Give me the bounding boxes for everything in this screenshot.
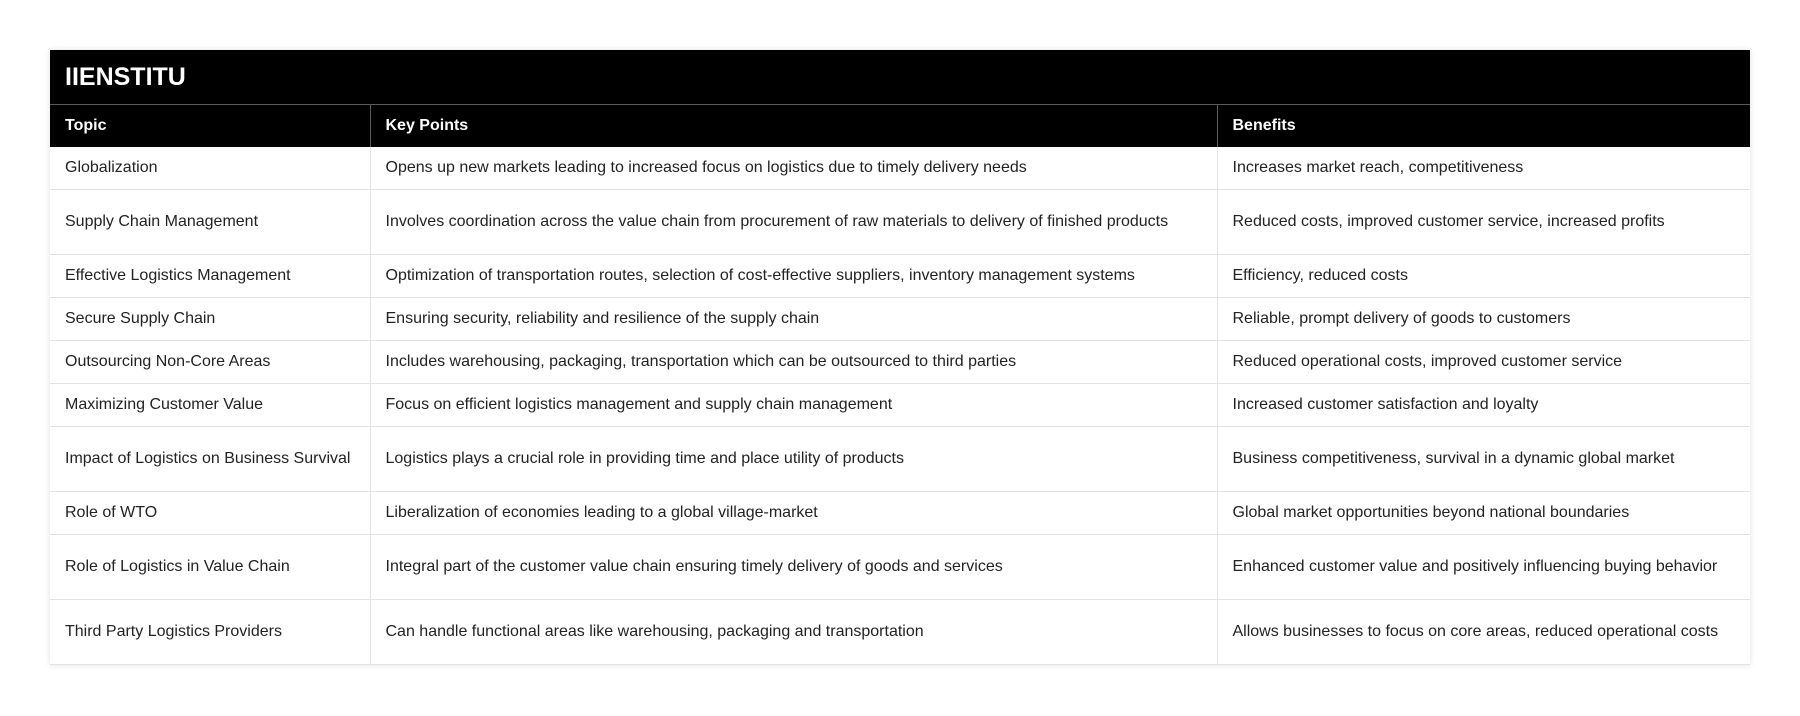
table-row bbox=[50, 600, 1750, 665]
column-header-key-points: Key Points bbox=[370, 105, 1217, 148]
cell-key-points: Opens up new markets leading to increased focus on logistics due to timely delivery needs bbox=[370, 147, 1217, 190]
cell-key-points: Involves coordination across the value chain from procurement of raw materials to delivery of finished products bbox=[370, 190, 1217, 255]
column-header-topic: Topic bbox=[50, 105, 370, 148]
cell-key-points: Logistics plays a crucial role in providing time and place utility of products bbox=[370, 427, 1217, 492]
table-row bbox=[50, 147, 1750, 190]
cell-benefits: Increased customer satisfaction and loyalty bbox=[1217, 384, 1750, 427]
table-row bbox=[50, 190, 1750, 255]
table-row bbox=[50, 535, 1750, 600]
cell-benefits: Reliable, prompt delivery of goods to customers bbox=[1217, 298, 1750, 341]
cell-benefits: Enhanced customer value and positively influencing buying behavior bbox=[1217, 535, 1750, 600]
cell-key-points: Liberalization of economies leading to a global village-market bbox=[370, 492, 1217, 535]
cell-topic: Role of Logistics in Value Chain bbox=[50, 535, 370, 600]
cell-key-points: Ensuring security, reliability and resilience of the supply chain bbox=[370, 298, 1217, 341]
header-row bbox=[50, 105, 1750, 148]
logistics-table bbox=[50, 50, 1750, 665]
cell-topic: Effective Logistics Management bbox=[50, 255, 370, 298]
cell-key-points: Integral part of the customer value chain ensuring timely delivery of goods and services bbox=[370, 535, 1217, 600]
table-row bbox=[50, 427, 1750, 492]
cell-key-points: Optimization of transportation routes, selection of cost-effective suppliers, inventory management systems bbox=[370, 255, 1217, 298]
data-table-card bbox=[50, 50, 1750, 665]
table-title: IIENSTITU bbox=[50, 50, 1750, 105]
table-row bbox=[50, 341, 1750, 384]
cell-benefits: Business competitiveness, survival in a dynamic global market bbox=[1217, 427, 1750, 492]
cell-key-points: Can handle functional areas like warehousing, packaging and transportation bbox=[370, 600, 1217, 665]
cell-benefits: Global market opportunities beyond national boundaries bbox=[1217, 492, 1750, 535]
cell-topic: Maximizing Customer Value bbox=[50, 384, 370, 427]
cell-topic: Role of WTO bbox=[50, 492, 370, 535]
cell-key-points: Includes warehousing, packaging, transportation which can be outsourced to third parties bbox=[370, 341, 1217, 384]
column-header-benefits: Benefits bbox=[1217, 105, 1750, 148]
cell-topic: Third Party Logistics Providers bbox=[50, 600, 370, 665]
cell-topic: Outsourcing Non-Core Areas bbox=[50, 341, 370, 384]
cell-benefits: Reduced operational costs, improved customer service bbox=[1217, 341, 1750, 384]
cell-topic: Supply Chain Management bbox=[50, 190, 370, 255]
cell-topic: Impact of Logistics on Business Survival bbox=[50, 427, 370, 492]
cell-topic: Globalization bbox=[50, 147, 370, 190]
cell-benefits: Allows businesses to focus on core areas, reduced operational costs bbox=[1217, 600, 1750, 665]
table-row bbox=[50, 384, 1750, 427]
table-row bbox=[50, 492, 1750, 535]
table-row bbox=[50, 298, 1750, 341]
cell-benefits: Increases market reach, competitiveness bbox=[1217, 147, 1750, 190]
cell-key-points: Focus on efficient logistics management and supply chain management bbox=[370, 384, 1217, 427]
table-row bbox=[50, 255, 1750, 298]
cell-benefits: Reduced costs, improved customer service, increased profits bbox=[1217, 190, 1750, 255]
cell-topic: Secure Supply Chain bbox=[50, 298, 370, 341]
cell-benefits: Efficiency, reduced costs bbox=[1217, 255, 1750, 298]
